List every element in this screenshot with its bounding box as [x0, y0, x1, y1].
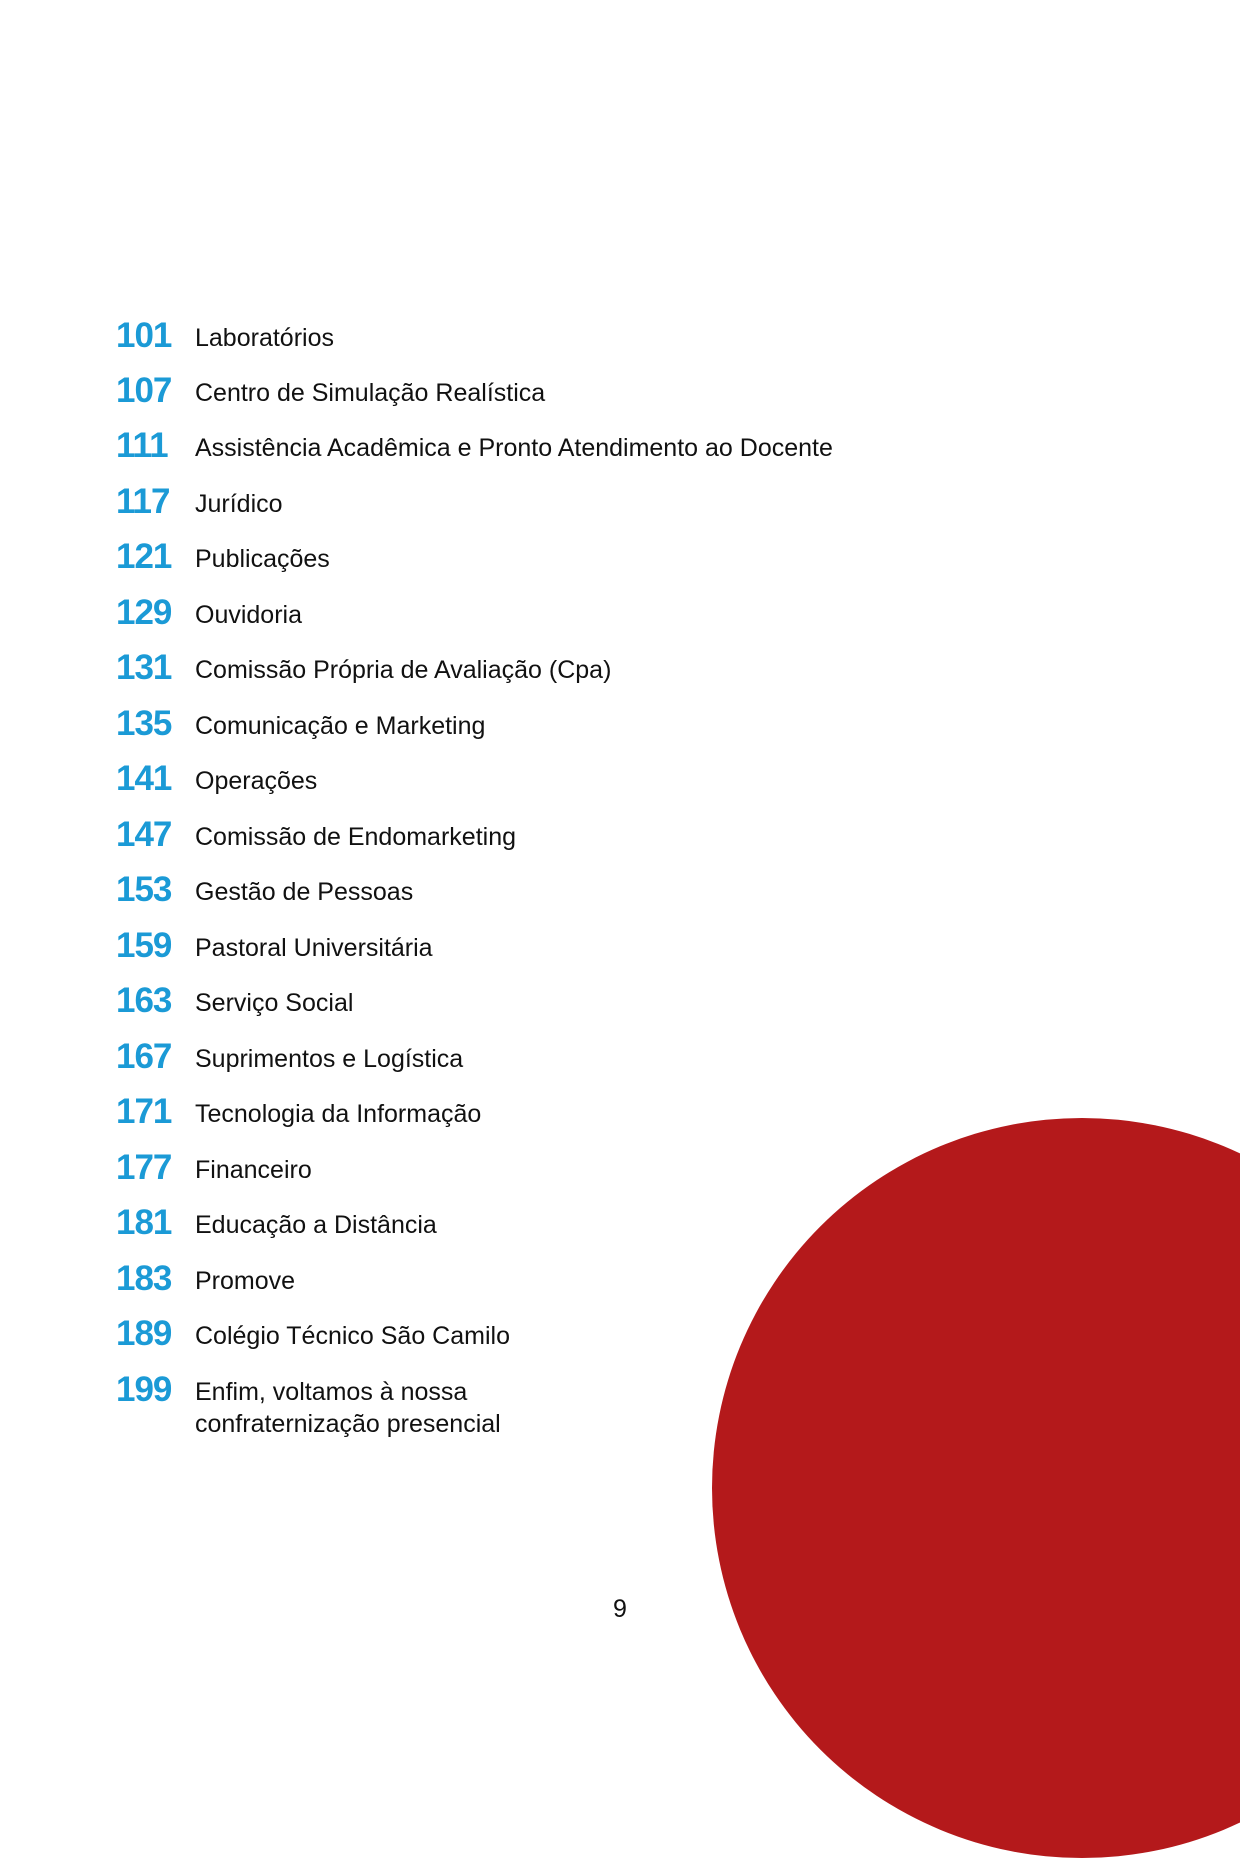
- toc-page-number: 141: [116, 759, 172, 798]
- toc-page-number: 117: [116, 482, 170, 521]
- toc-page-number: 135: [116, 704, 172, 743]
- toc-entry[interactable]: [116, 704, 976, 754]
- toc-page-number: 167: [116, 1037, 172, 1076]
- toc-page-number: 199: [116, 1370, 172, 1409]
- toc-entry-title: [195, 1376, 955, 1440]
- toc-page-number: 189: [116, 1314, 172, 1353]
- toc-entry-title: Jurídico: [195, 490, 283, 518]
- toc-entry-title-line-1: Enfim, voltamos à nossa: [195, 1378, 468, 1406]
- toc-entry-title: Colégio Técnico São Camilo: [195, 1322, 510, 1350]
- toc-page-number: 153: [116, 870, 172, 909]
- toc-entry[interactable]: [116, 926, 976, 976]
- toc-entry-title: Operações: [195, 767, 318, 795]
- toc-entry[interactable]: [116, 981, 976, 1031]
- toc-entry-title-line-2: confraternização presencial: [195, 1410, 501, 1438]
- toc-entry-title: Pastoral Universitária: [195, 934, 433, 962]
- toc-entry[interactable]: [116, 1259, 976, 1309]
- toc-entry-title: Educação a Distância: [195, 1211, 437, 1239]
- toc-entry[interactable]: [116, 1370, 976, 1452]
- toc-entry[interactable]: [116, 371, 976, 421]
- toc-entry[interactable]: [116, 537, 976, 587]
- toc-entry-title: Laboratórios: [195, 324, 334, 352]
- toc-page-number: 171: [116, 1092, 172, 1131]
- toc-entry[interactable]: [116, 1148, 976, 1198]
- toc-entry-title: Gestão de Pessoas: [195, 878, 414, 906]
- toc-entry[interactable]: [116, 1203, 976, 1253]
- toc-entry[interactable]: [116, 815, 976, 865]
- toc-entry-title: Financeiro: [195, 1156, 312, 1184]
- toc-entry[interactable]: [116, 482, 976, 532]
- toc-page-number: 181: [116, 1203, 172, 1242]
- toc-entry-title: Tecnologia da Informação: [195, 1100, 482, 1128]
- toc-entry[interactable]: [116, 759, 976, 809]
- page-number: 9: [613, 1595, 627, 1623]
- toc-entry-title: Ouvidoria: [195, 601, 302, 629]
- toc-page-number: 129: [116, 593, 172, 632]
- toc-entry[interactable]: [116, 593, 976, 643]
- toc-entry-title: Promove: [195, 1267, 296, 1295]
- toc-entry[interactable]: [116, 1037, 976, 1087]
- toc-page-number: 177: [116, 1148, 172, 1187]
- toc-entry-title: Publicações: [195, 545, 330, 573]
- toc-page-number: 163: [116, 981, 172, 1020]
- toc-entry[interactable]: [116, 1314, 976, 1364]
- toc-entry-title: Comissão Própria de Avaliação (Cpa): [195, 656, 612, 684]
- toc-entry-title: Serviço Social: [195, 989, 354, 1017]
- toc-page-number: 183: [116, 1259, 172, 1298]
- toc-page-number: 111: [116, 426, 168, 465]
- toc-entry-title: Comissão de Endomarketing: [195, 823, 516, 851]
- toc-entry-title: Assistência Acadêmica e Pronto Atendimento ao Docente: [195, 434, 833, 462]
- toc-entry[interactable]: [116, 1092, 976, 1142]
- toc-page-number: 159: [116, 926, 172, 965]
- toc-entry[interactable]: [116, 870, 976, 920]
- toc-page-number: 121: [116, 537, 172, 576]
- toc-page-number: 131: [116, 648, 172, 687]
- toc-page-number: 101: [116, 316, 172, 355]
- toc-entry[interactable]: [116, 316, 976, 366]
- toc-page-number: 147: [116, 815, 172, 854]
- toc-entry-title: Centro de Simulação Realística: [195, 379, 546, 407]
- toc-page-number: 107: [116, 371, 172, 410]
- toc-entry-title: Suprimentos e Logística: [195, 1045, 464, 1073]
- toc-entry[interactable]: [116, 426, 976, 476]
- toc-entry[interactable]: [116, 648, 976, 698]
- toc-entry-title: Comunicação e Marketing: [195, 712, 486, 740]
